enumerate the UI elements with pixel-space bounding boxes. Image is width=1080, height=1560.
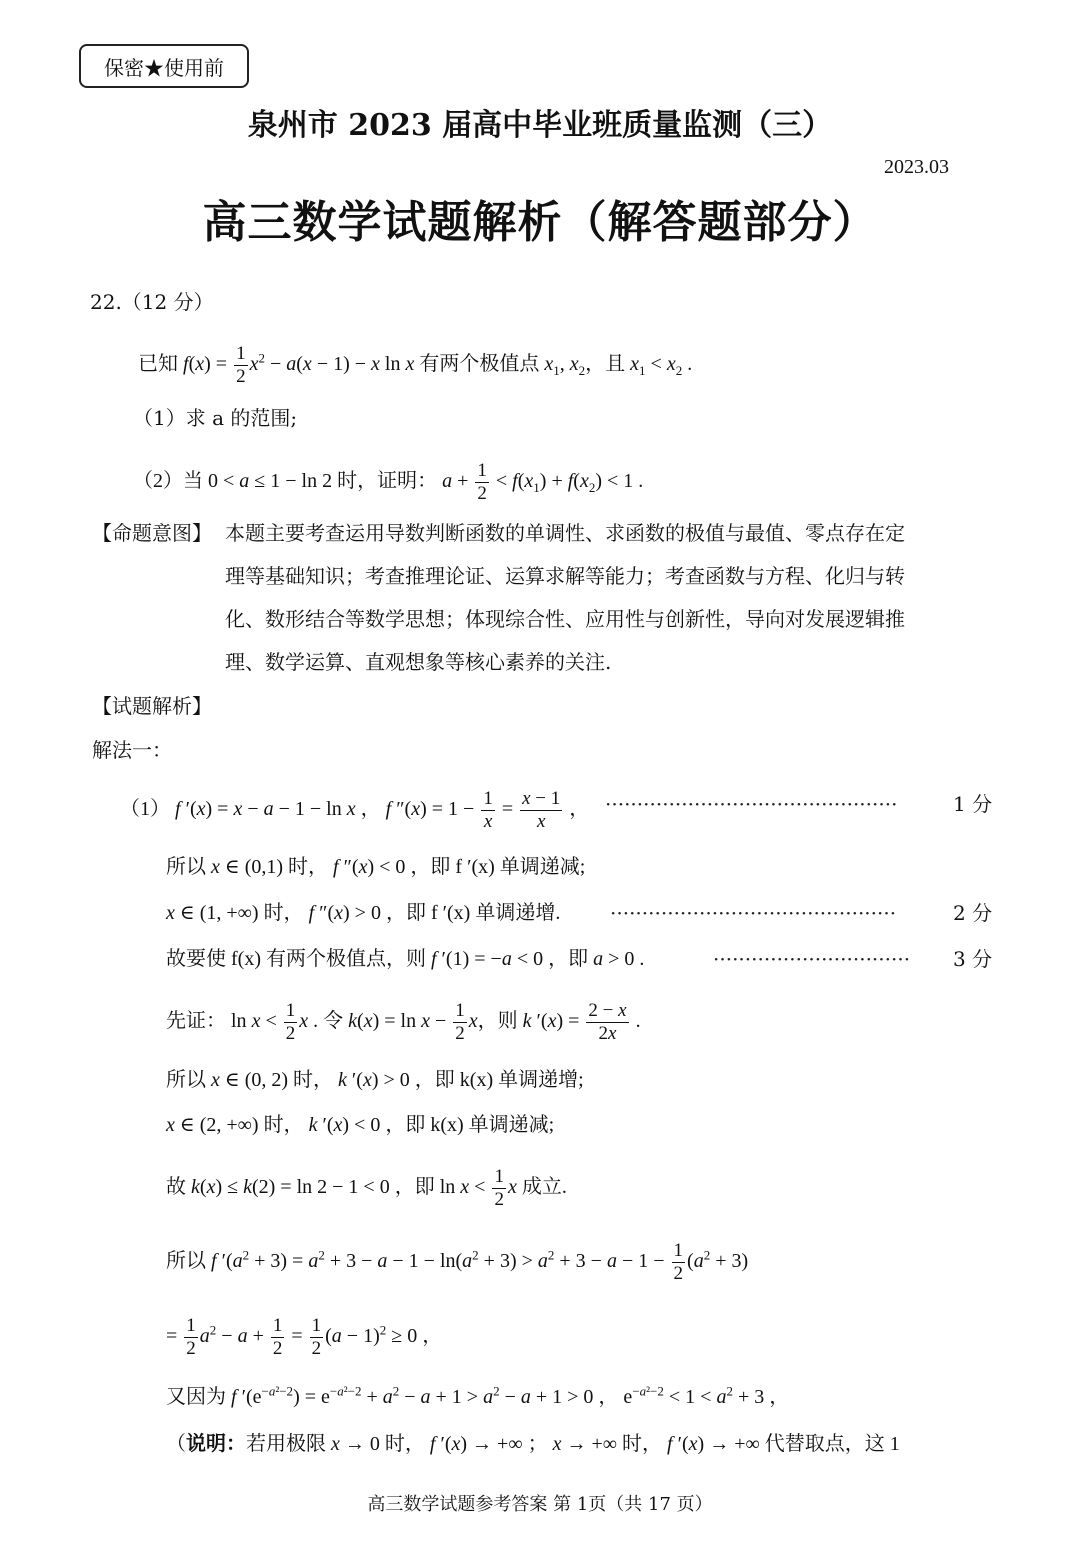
solution-line-k-inc: 所以 x ∈ (0, 2) 时， k ′(x) > 0 ，即 k(x) 单调递增; — [166, 1069, 584, 1091]
fraction: $\frac{1}{2}$ — [455, 1000, 465, 1044]
solution-line-fprime-a2: 所以 f $'(a^2 + 3) = a^2 + 3 - a - 1 - \ln(a^2 + 3) > a^2 + 3 - a - 1$ − $\frac{1}{2}$ $(a^2 + 3)$ — [166, 1240, 749, 1284]
solution-derivative-line: （1） f ′(x) = x − a − 1 − ln x ， f ″(x) = 1 − $\frac{1}{x}$ = $\frac{x - 1}{x}$ ， — [120, 788, 590, 832]
confidential-stamp — [79, 44, 249, 88]
solution-line-need: 故要使 f(x) 有两个极值点，则 f ′(1) = −a < 0 ，即 a > 0 . — [166, 948, 645, 970]
fraction: $\frac{1}{2}$ — [311, 1315, 322, 1359]
problem-part1: （1）求 a 的范围; — [133, 406, 298, 430]
exam-title: 泉州市 2023 届高中毕业班质量监测（三） — [247, 108, 833, 143]
dot-leader: ······························· — [713, 947, 911, 971]
intent-line-3: 化、数形结合等数学思想；体现综合性、应用性与创新性，导向对发展逻辑推 — [225, 607, 905, 631]
solution-line-inc: x ∈ (1, +∞) 时， f ″(x) > 0 ，即 f ′(x) 单调递增. — [166, 902, 561, 924]
intent-label: 【命题意图】 — [92, 521, 212, 545]
dot-leader: ············································· — [610, 901, 897, 925]
fraction: $\frac{x - 1}{x}$ — [522, 788, 561, 832]
problem-number: 22.（12 分） — [90, 290, 214, 314]
document-subtitle: 高三数学试题解析（解答题部分） — [202, 197, 878, 248]
score-1: 1 分 — [953, 792, 993, 816]
solution-note: （说明：若用极限 x → 0 时， f ′(x) → +∞ ； x → +∞ 时， f ′(x) → +∞ 代替取点，这 1 — [166, 1433, 900, 1455]
fraction: $\frac{2 - x}{2x}$ — [588, 1000, 627, 1044]
fraction: $\frac{1}{2}$ — [477, 460, 487, 504]
fraction: $\frac{1}{2}$ — [272, 1315, 283, 1359]
method-label: 解法一： — [92, 738, 172, 762]
analysis-label: 【试题解析】 — [92, 694, 212, 718]
fraction: $\frac{1}{2}$ — [186, 1315, 196, 1359]
solution-line-exp: 又因为 f $'(e^{-a^2-2}) = e^{-a^2-2} + a^2 - a + 1 > a^2 - a + 1 > 0$ ， $e^{-a^2-2} < 1 < a^2 + 3$ ， — [166, 1383, 790, 1408]
intent-line-4: 理、数学运算、直观想象等核心素养的关注. — [225, 650, 612, 674]
solution-line-square: = $\frac{1}{2}$ $a^2 - a$ + $\frac{1}{2}$ = $\frac{1}{2}$ $(a - 1)^2 \ge 0$ ， — [166, 1315, 443, 1359]
dot-leader: ·············································· — [605, 792, 898, 816]
fraction: $\frac{1}{2}$ — [285, 1000, 296, 1044]
page-footer: 高三数学试题参考答案 第 1页（共 17 页） — [367, 1494, 713, 1515]
solution-line-dec: 所以 x ∈ (0,1) 时， f ″(x) < 0 ，即 f ′(x) 单调递减; — [166, 856, 586, 878]
fraction: $\frac{1}{2}$ — [494, 1166, 504, 1210]
problem-statement: 已知 f(x) = $\frac{1}{2}$ $x^2 - a(x - 1) - x$ ln x 有两个极值点 $x_1$, $x_2$，且 $x_1 < x_2$ . — [138, 343, 693, 387]
intent-line-2: 理等基础知识；考查推理论证、运算求解等能力；考查函数与方程、化归与转 — [225, 564, 905, 588]
solution-line-k-dec: x ∈ (2, +∞) 时， k ′(x) < 0 ，即 k(x) 单调递减; — [166, 1114, 555, 1136]
solution-line-lemma: 先证： ln x < $\frac{1}{2}$ x . 令 k(x) = ln x − $\frac{1}{2}$ x，则 k ′(x) = $\frac{2 - x}{2x}$ . — [166, 1000, 641, 1044]
fraction: $\frac{1}{2}$ — [236, 343, 246, 387]
score-2: 2 分 — [953, 901, 993, 925]
problem-part2: （2）当 0 < a ≤ 1 − ln 2 时，证明： a + $\frac{1}{2}$ < $f(x_1) + f(x_2) < 1$ . — [133, 460, 644, 504]
intent-line-1: 本题主要考查运用导数判断函数的单调性、求函数的极值与最值、零点存在定 — [225, 521, 905, 545]
score-3: 3 分 — [953, 947, 993, 971]
exam-date: 2023.03 — [884, 156, 949, 178]
fraction: $\frac{1}{2}$ — [673, 1240, 684, 1284]
fraction: $\frac{1}{x}$ — [483, 788, 493, 832]
confidential-label: 保密★使用前 — [104, 55, 224, 80]
solution-line-conclusion: 故 k(x) ≤ k(2) = ln 2 − 1 < 0 ，即 ln x < $\frac{1}{2}$ x 成立. — [166, 1166, 567, 1210]
